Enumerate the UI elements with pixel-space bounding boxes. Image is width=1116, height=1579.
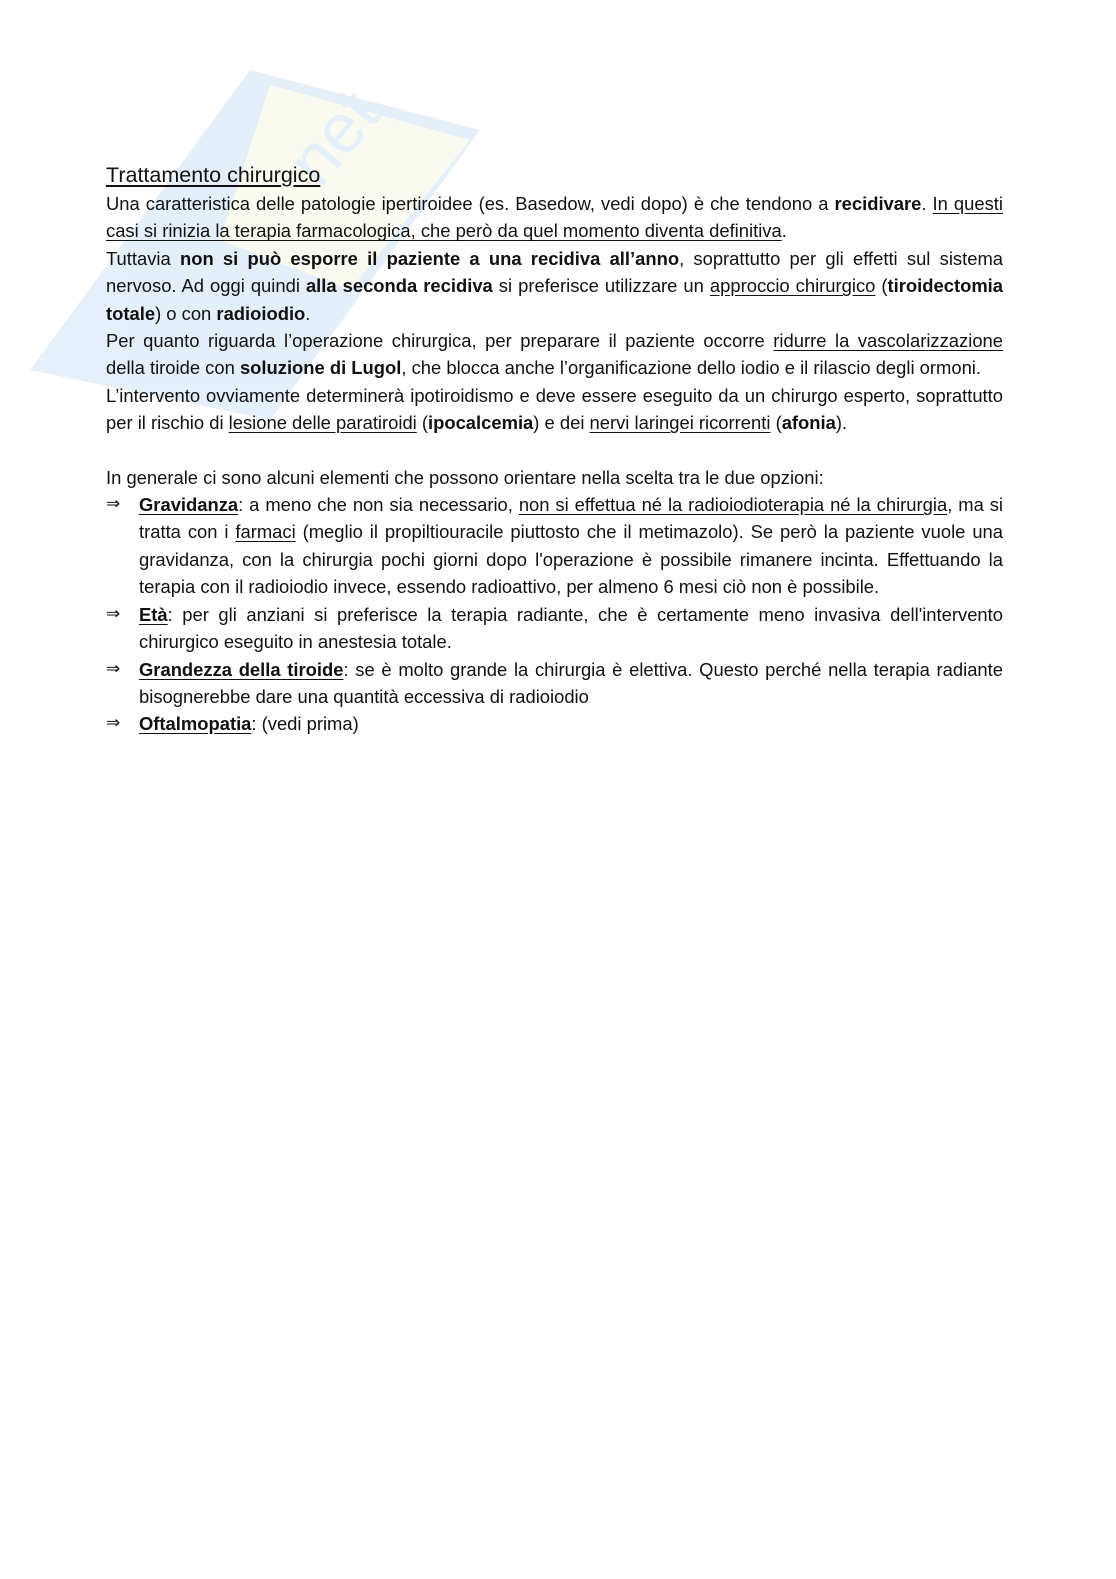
double-arrow-icon: ⇒ — [106, 658, 121, 679]
paragraph-approccio — [106, 245, 1003, 327]
text: : se è molto grande la chirurgia è elettiva. Questo perché nella terapia radiante bisognerebbe dare una quantità eccessiva di radioiodio — [139, 658, 1003, 707]
text: ( — [875, 275, 888, 297]
text: , che blocca anche l’organificazione dello iodio e il rilascio degli ormoni. — [401, 357, 981, 379]
text: (meglio il propiltiouracile piuttosto che il metimazolo). Se però la paziente vuole una gravidanza, con la chirurgia pochi giorni dopo l'operazione è possibile rimanere incinta. Effettuando la terapia con il radioiodio invece, essendo radioattivo, per almeno 6 mesi ciò non è possibile. — [139, 521, 1003, 598]
text: , ma si tratta con i — [139, 494, 1003, 543]
text: : a meno che non sia necessario, — [238, 494, 519, 516]
underlined-phrase: farmaci — [235, 521, 296, 543]
bold-underlined-label: Gravidanza — [139, 494, 239, 516]
text: : per gli anziani si preferisce la terapia radiante, che è certamente meno invasiva dell'intervento chirurgico eseguito in anestesia totale. — [139, 603, 1003, 653]
bold-underlined-label: Oftalmopatia — [139, 713, 252, 735]
bold-term: afonia — [781, 412, 836, 434]
bold-term: recidivare — [834, 193, 922, 214]
text: Una caratteristica delle patologie ipertiroidee (es. Basedow, vedi dopo) è che tendono a — [106, 193, 835, 214]
paragraph-intro: In generale ci sono alcuni elementi che possono orientare nella scelta tra le due opzioni: — [106, 466, 824, 488]
underlined-phrase: nervi laringei ricorrenti — [589, 412, 771, 434]
text: ) e dei — [533, 412, 590, 434]
list-item — [106, 601, 1003, 656]
double-arrow-icon: ⇒ — [106, 603, 121, 624]
text: ) o con — [155, 302, 217, 324]
criteria-list — [106, 491, 1003, 738]
double-arrow-icon: ⇒ — [106, 494, 121, 515]
section-heading: Trattamento chirurgico — [106, 163, 321, 187]
bold-term: ipocalcemia — [428, 412, 534, 434]
double-arrow-icon: ⇒ — [106, 713, 121, 734]
text: L’intervento ovviamente determinerà ipotiroidismo e deve essere eseguito da un chirurgo esperto, soprattutto per il rischio di — [106, 384, 1003, 434]
bold-term: alla seconda recidiva — [305, 275, 493, 297]
bold-underlined-label: Età — [139, 603, 168, 625]
bold-underlined-label: Grandezza della tiroide — [139, 658, 344, 680]
bold-term: tiroidectomia totale — [106, 275, 1004, 324]
paragraph-recidiva — [106, 190, 1003, 245]
underlined-phrase: In questi casi si rinizia la terapia farmacologica, che però da quel momento diventa definitiva — [106, 193, 1003, 242]
underlined-phrase: lesione delle paratiroidi — [228, 412, 417, 434]
bold-term: non si può esporre il paziente a una recidiva all’anno — [179, 247, 680, 269]
text: Tuttavia — [106, 247, 180, 269]
text: si preferisce utilizzare un — [492, 275, 710, 297]
text: . — [921, 193, 933, 214]
text: della tiroide con — [106, 357, 240, 379]
text: ( — [416, 412, 428, 434]
text: , soprattutto per gli effetti sul sistema nervoso. Ad oggi quindi — [106, 247, 1003, 297]
list-item — [106, 710, 1003, 737]
text: . — [305, 302, 311, 324]
underlined-phrase: approccio chirurgico — [709, 275, 876, 297]
list-item — [106, 656, 1003, 711]
document-body — [106, 160, 1003, 738]
list-item — [106, 491, 1003, 601]
watermark-text: net — [271, 74, 395, 200]
bold-term: radioiodio — [216, 302, 306, 324]
text: ( — [770, 412, 782, 434]
text: Per quanto riguarda l’operazione chirurgica, per preparare il paziente occorre — [106, 330, 774, 352]
paragraph-gap — [106, 437, 1003, 464]
text: ). — [835, 412, 848, 434]
underlined-phrase: ridurre la vascolarizzazione — [773, 330, 1004, 352]
underlined-phrase: non si effettua né la radioiodioterapia né la chirurgia — [518, 494, 948, 516]
bold-term: soluzione di Lugol — [239, 357, 402, 379]
paragraph-intervento — [106, 382, 1003, 437]
text: . — [781, 220, 787, 242]
paragraph-lugol — [106, 327, 1003, 382]
text: : (vedi prima) — [251, 713, 359, 735]
